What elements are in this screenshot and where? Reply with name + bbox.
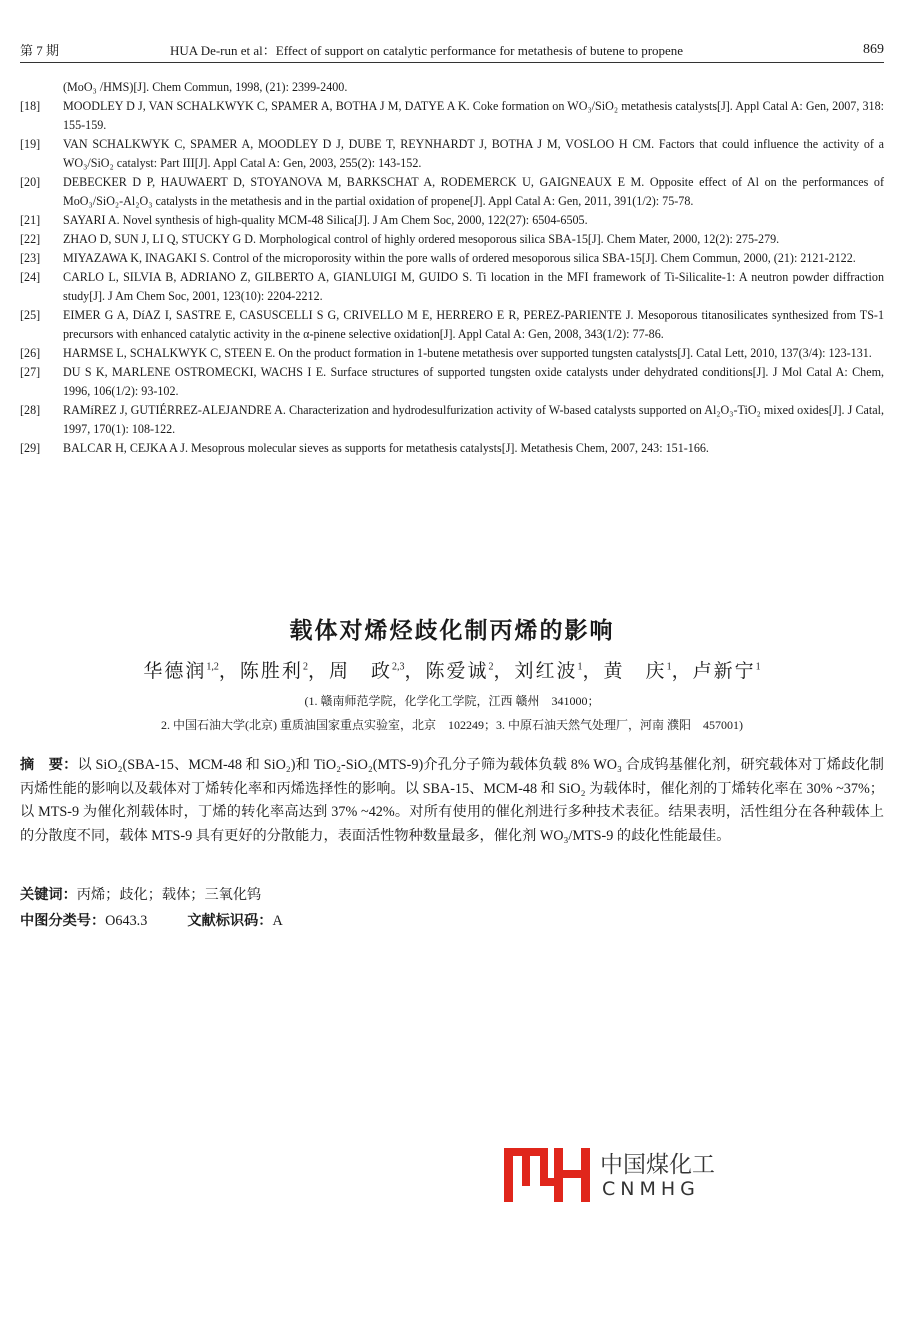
reference-item <box>20 230 884 249</box>
author-separator: ， <box>671 661 693 682</box>
running-title: HUA De-run et al：Effect of support on catalytic performance for metathesis of butene to propene <box>170 43 684 58</box>
author-affiliation-mark: 1,2 <box>206 661 219 673</box>
reference-text: SAYARI A. Novel synthesis of high-quality MCM-48 Silica[J]. J Am Chem Soc, 2000, 122(27): 6504-6505. <box>63 213 588 227</box>
reference-number: [19] <box>20 137 41 151</box>
abstract <box>20 754 884 848</box>
abstract-label: 摘 要： <box>20 757 78 773</box>
author-affiliation-mark: 2 <box>302 661 308 673</box>
author-separator: ， <box>582 661 604 682</box>
reference-text: (MoO₃ /HMS)[J]. Chem Commun, 1998, (21): 2399-2400. <box>63 80 348 94</box>
reference-number: [26] <box>20 346 41 360</box>
reference-number: [18] <box>20 99 41 113</box>
author-separator: ， <box>493 661 515 682</box>
author-name: 陈爱诚 <box>425 661 489 682</box>
reference-item <box>20 306 884 344</box>
clc-value: O643.3 <box>105 913 148 929</box>
reference-text: BALCAR H, CEJKA A J. Mesoprous molecular sieves as supports for metathesis catalysts[J]. Metathesis Chem, 2007, 243: 151-166. <box>63 441 709 455</box>
logo-name-en: CNMHG <box>602 1178 700 1200</box>
reference-number: [28] <box>20 403 41 417</box>
author-separator: ， <box>307 661 329 682</box>
reference-item <box>20 249 884 268</box>
doc-code-value: A <box>272 913 283 929</box>
keywords-text: 丙烯；歧化；载体；三氧化钨 <box>76 887 262 903</box>
reference-text: MOODLEY D J, VAN SCHALKWYK C, SPAMER A, BOTHA J M, DATYE A K. Coke formation on WO₃/SiO₂ metathesis catalysts[J]. Appl Catal A: Gen, 2007, 318: 155-159. <box>63 99 884 132</box>
clc-label: 中图分类号： <box>20 913 106 929</box>
page-number: 869 <box>863 42 884 57</box>
author-name: 卢新宁 <box>692 661 756 682</box>
reference-number: [25] <box>20 308 41 322</box>
reference-item <box>20 97 884 135</box>
reference-text: MIYAZAWA K, INAGAKI S. Control of the microporosity within the pore walls of ordered mesoporous silica SBA-15[J]. Chem Commun, 2000, (21): 2121-2122. <box>63 251 856 265</box>
affiliation-line-2: 2. 中国石油大学(北京) 重质油国家重点实验室，北京 102249；3. 中原石油天然气处理厂，河南 濮阳 457001) <box>161 718 743 732</box>
reference-number: [20] <box>20 175 41 189</box>
reference-item <box>20 268 884 306</box>
author-affiliation-mark: 2 <box>488 661 494 673</box>
reference-number: [29] <box>20 441 41 455</box>
reference-item <box>20 344 884 363</box>
reference-number: [24] <box>20 270 41 284</box>
affiliation-line-1: (1. 赣南师范学院，化学化工学院，江西 赣州 341000； <box>304 694 600 708</box>
page-header <box>20 38 884 63</box>
logo-name-cn: 中国煤化工 <box>600 1152 715 1178</box>
reference-text: RAMíREZ J, GUTIÉRREZ-ALEJANDRE A. Characterization and hydrodesulfurization activity of W-based catalysts supported on Al₂O₃-TiO₂ mixed oxides[J]. J Catal, 1997, 170(1): 108-122. <box>63 403 884 436</box>
author-name: 陈胜利 <box>239 661 303 682</box>
reference-item <box>20 211 884 230</box>
reference-text: ZHAO D, SUN J, LI Q, STUCKY G D. Morphological control of highly ordered mesoporous silica SBA-15[J]. Chem Mater, 2000, 12(2): 275-279. <box>63 232 780 246</box>
reference-text: EIMER G A, DíAZ I, SASTRE E, CASUSCELLI S G, CRIVELLO M E, HERRERO E R, PEREZ-PARIENTE J. Mesoporous titanosilicates synthesized from TS-1 precursors with enhanced catalytic activity in the α-pinene selective oxidation[J]. Appl Catal A: Gen, 2008, 343(1/2): 77-86. <box>63 308 884 341</box>
abstract-text: 以 SiO₂(SBA-15、MCM-48 和 SiO₂)和 TiO₂-SiO₂(MTS-9)介孔分子筛为载体负载 8% WO₃ 合成钨基催化剂，研究载体对丁烯歧化制丙烯性能的影响以及载体对丁烯转化率和丙烯选择性的影响。以 SBA-15、MCM-48 和 SiO₂ 为载体时，催化剂的丁烯转化率在 30% ~37%；以 MTS-9 为催化剂载体时，丁烯的转化率高达到 37% ~42%。对所有使用的催化剂进行多种技术表征。结果表明，活性组分在各种载体上的分散度不同，载体 MTS-9 具有更好的分散能力，表面活性物种数量最多，催化剂 WO₃/MTS-9 的歧化性能最佳。 <box>20 757 884 844</box>
author-separator: ， <box>218 661 240 682</box>
article-title: 载体对烯烃歧化制丙烯的影响 <box>289 618 615 644</box>
author-affiliation-mark: 2,3 <box>391 661 405 673</box>
reference-item <box>20 135 884 173</box>
reference-text: CARLO L, SILVIA B, ADRIANO Z, GILBERTO A, GIANLUIGI M, GUIDO S. Ti location in the MFI framework of Ti-Silicalite-1: A neutron powder diffraction study[J]. J Am Chem Soc, 2001, 123(10): 2204-2212. <box>63 270 884 303</box>
keywords <box>20 884 884 904</box>
reference-item <box>20 439 884 458</box>
reference-text: HARMSE L, SCHALKWYK C, STEEN E. On the product formation in 1-butene metathesis over supported tungsten catalysts[J]. Catal Lett, 2010, 137(3/4): 123-131. <box>63 346 872 360</box>
author-affiliation-mark: 1 <box>755 661 761 673</box>
author-name: 黄 庆 <box>603 661 667 682</box>
reference-item <box>20 173 884 211</box>
keywords-label: 关键词： <box>20 887 77 903</box>
reference-item <box>20 363 884 401</box>
reference-item <box>20 78 884 97</box>
reference-number: [23] <box>20 251 41 265</box>
reference-text: DU S K, MARLENE OSTROMECKI, WACHS I E. Surface structures of supported tungsten oxide catalysts under dehydrated conditions[J]. J Mol Catal A: Chem, 1996, 106(1/2): 93-102. <box>63 365 884 398</box>
author-affiliation-mark: 1 <box>577 661 583 673</box>
reference-text: DEBECKER D P, HAUWAERT D, STOYANOVA M, BARKSCHAT A, RODEMERCK U, GAIGNEAUX E M. Opposite effect of Al on the performances of MoO₃/SiO₂-Al₂O₃ catalysts in the metathesis and in the partial oxidation of propene[J]. Appl Catal A: Gen, 2011, 391(1/2): 75-78. <box>63 175 884 208</box>
author-affiliation-mark: 1 <box>666 661 672 673</box>
issue-label: 第 7 期 <box>20 43 60 58</box>
doc-code-label: 文献标识码： <box>187 913 273 929</box>
classification-line <box>20 910 884 930</box>
author-list <box>0 656 904 683</box>
author-name: 周 政 <box>328 661 392 682</box>
author-name: 刘红波 <box>514 661 578 682</box>
reference-list <box>20 78 884 458</box>
reference-number: [22] <box>20 232 41 246</box>
reference-number: [27] <box>20 365 41 379</box>
reference-number: [21] <box>20 213 41 227</box>
author-separator: ， <box>404 661 426 682</box>
reference-item <box>20 401 884 439</box>
author-name: 华德润 <box>143 661 207 682</box>
reference-text: VAN SCHALKWYK C, SPAMER A, MOODLEY D J, DUBE T, REYNHARDT J, BOTHA J M, VOSLOO H CM. Factors that could influence the activity of a WO₃/SiO₂ catalyst: Part III[J]. Appl Catal A: Gen, 2003, 255(2): 143-152. <box>63 137 884 170</box>
